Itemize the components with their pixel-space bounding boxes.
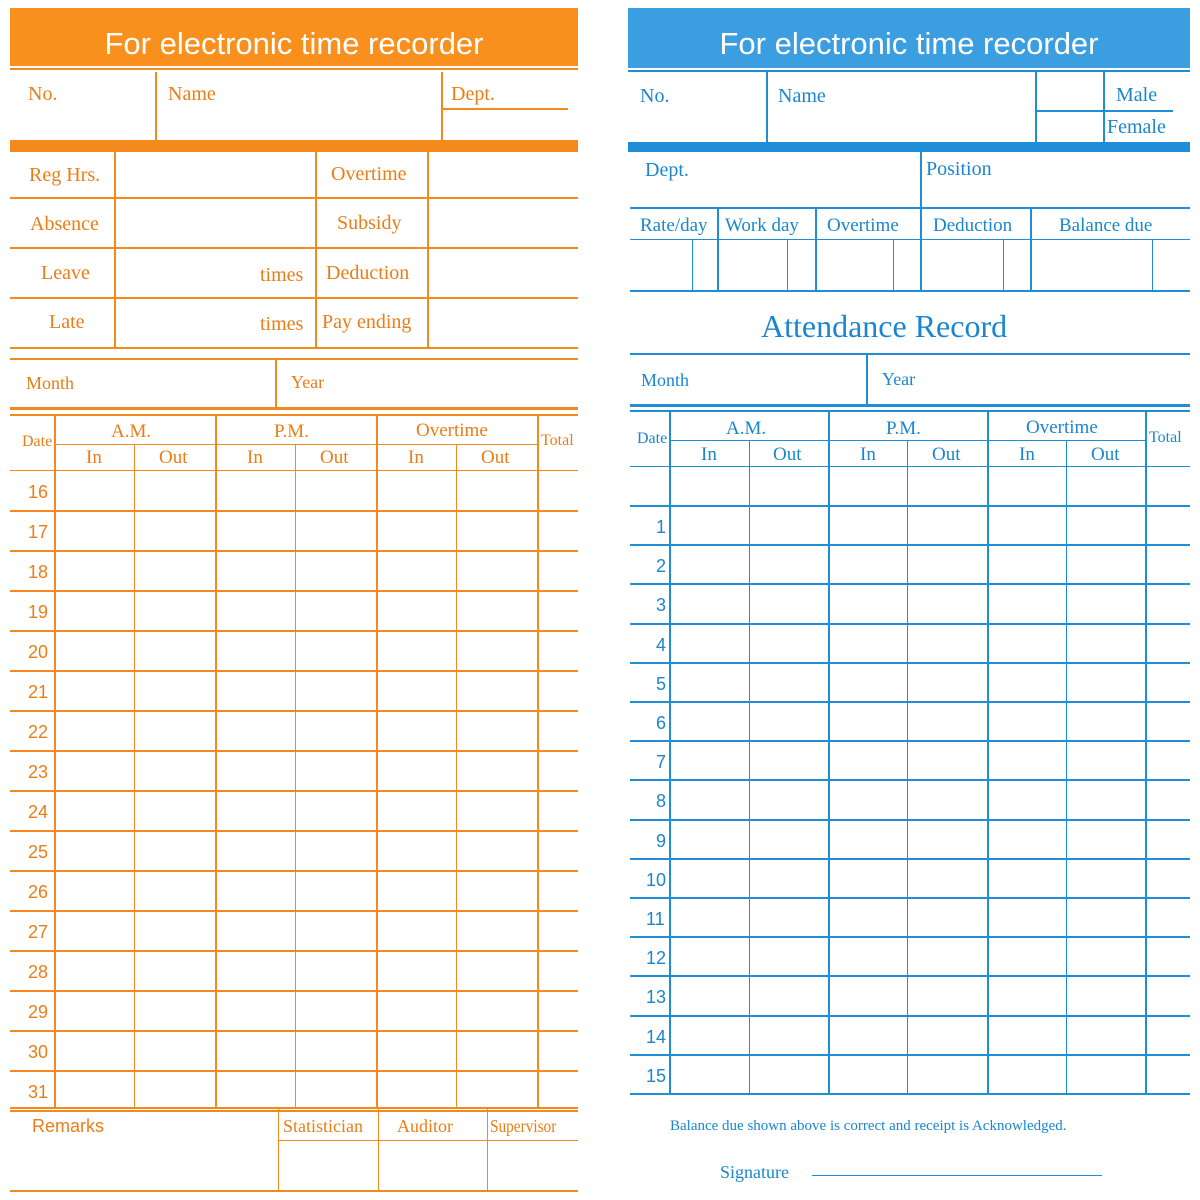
month-label: Month <box>641 370 690 390</box>
female-option: Female <box>1107 116 1166 138</box>
divider <box>1030 208 1032 291</box>
thick-divider <box>10 140 578 152</box>
row-divider <box>10 790 578 792</box>
divider <box>378 1109 379 1191</box>
day-number: 15 <box>646 1065 667 1086</box>
in-header: In <box>860 444 876 465</box>
divider <box>10 414 578 416</box>
row-divider <box>630 858 1190 860</box>
row-divider <box>630 975 1190 977</box>
row-divider <box>10 830 578 832</box>
row-divider <box>630 505 1190 507</box>
day-number: 30 <box>28 1042 49 1062</box>
divider <box>275 360 277 408</box>
divider <box>907 441 908 1094</box>
divider <box>537 416 539 1108</box>
day-number: 18 <box>28 562 49 582</box>
row-divider <box>10 510 578 512</box>
row-divider <box>10 910 578 912</box>
divider <box>456 445 457 1108</box>
divider <box>1037 110 1173 112</box>
no-label: No. <box>640 85 670 107</box>
row-divider <box>10 870 578 872</box>
times-label: times <box>260 264 304 286</box>
date-column-header: Date <box>22 433 53 450</box>
signature-label: Signature <box>720 1162 789 1182</box>
day-number: 19 <box>28 602 49 622</box>
row-divider <box>10 990 578 992</box>
divider <box>10 407 578 410</box>
in-header: In <box>408 447 424 468</box>
divider <box>10 197 578 199</box>
row-divider <box>630 936 1190 938</box>
day-number: 27 <box>28 922 49 942</box>
card-header: For electronic time recorder <box>628 8 1190 68</box>
row-divider <box>10 1070 578 1072</box>
balance-due-label: Balance due <box>1059 215 1153 236</box>
day-number: 13 <box>646 987 667 1008</box>
day-number: 11 <box>646 909 665 929</box>
am-header: A.M. <box>726 418 767 439</box>
divider <box>630 404 1190 407</box>
day-number: 31 <box>28 1082 49 1102</box>
day-number: 24 <box>28 802 49 822</box>
day-number: 22 <box>28 722 49 742</box>
divider <box>628 70 1190 72</box>
male-option: Male <box>1116 84 1158 106</box>
total-header: Total <box>541 432 574 449</box>
month-label: Month <box>26 373 75 393</box>
day-number: 25 <box>28 842 49 862</box>
day-number: 6 <box>656 713 667 733</box>
divider <box>54 416 56 1108</box>
signature-line <box>812 1175 1102 1176</box>
divider <box>630 410 1190 412</box>
divider <box>815 208 817 291</box>
divider <box>717 208 719 291</box>
day-number: 26 <box>28 882 49 902</box>
row-divider <box>10 1030 578 1032</box>
total-header: Total <box>1149 429 1182 446</box>
divider <box>278 1109 279 1191</box>
late-label: Late <box>49 311 85 333</box>
divider <box>1003 240 1004 291</box>
divider <box>1145 412 1147 1094</box>
day-number: 10 <box>646 869 667 890</box>
day-number: 28 <box>28 962 49 982</box>
auditor-label: Auditor <box>397 1116 453 1136</box>
divider <box>1152 240 1153 291</box>
time-card-blue <box>620 0 1200 1200</box>
day-number: 20 <box>28 642 49 662</box>
divider <box>443 108 568 110</box>
day-number: 2 <box>656 556 667 577</box>
day-number: 14 <box>646 1026 667 1047</box>
row-divider <box>630 1015 1190 1017</box>
out-header: Out <box>159 447 188 468</box>
divider <box>441 72 443 140</box>
day-number: 12 <box>646 948 667 969</box>
acknowledgement-text: Balance due shown above is correct and receipt is Acknowledged. <box>670 1118 1067 1134</box>
divider <box>134 445 135 1108</box>
card-header: For electronic time recorder <box>10 8 578 66</box>
divider <box>427 152 429 348</box>
divider <box>10 358 578 360</box>
times-label: times <box>260 313 304 335</box>
row-divider <box>630 623 1190 625</box>
year-label: Year <box>291 372 325 392</box>
year-label: Year <box>882 369 916 389</box>
divider <box>920 208 922 291</box>
out-header: Out <box>481 447 510 468</box>
divider <box>10 247 578 249</box>
divider <box>630 239 1190 240</box>
divider <box>295 445 296 1108</box>
dept-label: Dept. <box>451 83 495 105</box>
in-header: In <box>1019 444 1035 465</box>
pm-header: P.M. <box>886 418 921 439</box>
divider <box>920 152 922 208</box>
date-column-header: Date <box>637 430 668 447</box>
row-divider <box>630 544 1190 546</box>
divider <box>692 240 693 291</box>
day-number: 9 <box>656 830 667 851</box>
overtime-header: Overtime <box>1026 417 1098 438</box>
attendance-record-title: Attendance Record <box>761 308 1008 344</box>
day-number: 3 <box>656 595 667 616</box>
leave-label: Leave <box>41 262 90 284</box>
day-number: 1 <box>656 517 667 537</box>
out-header: Out <box>320 447 349 468</box>
out-header: Out <box>932 444 961 465</box>
divider <box>630 353 1190 355</box>
no-label: No. <box>28 83 58 105</box>
row-divider <box>630 583 1190 585</box>
subsidy-label: Subsidy <box>337 212 402 234</box>
day-number: 23 <box>28 762 49 782</box>
divider <box>55 444 538 445</box>
overtime-header: Overtime <box>416 420 488 441</box>
row-divider <box>10 750 578 752</box>
divider <box>766 72 768 142</box>
divider <box>10 470 578 471</box>
reg-hrs-label: Reg Hrs. <box>29 164 101 186</box>
row-divider <box>630 819 1190 821</box>
divider <box>1066 441 1067 1094</box>
day-number: 5 <box>656 673 667 694</box>
row-divider <box>10 630 578 632</box>
divider <box>315 152 317 348</box>
time-card-orange <box>0 0 590 1200</box>
day-number: 7 <box>656 752 667 773</box>
thick-divider <box>628 142 1190 152</box>
name-label: Name <box>168 83 216 105</box>
out-header: Out <box>1091 444 1120 465</box>
am-header: A.M. <box>111 421 152 442</box>
deduction-label: Deduction <box>326 262 410 284</box>
rate-day-label: Rate/day <box>640 215 708 236</box>
supervisor-label: Supervisor <box>490 1116 557 1136</box>
row-divider <box>630 701 1190 703</box>
remarks-label: Remarks <box>32 1116 105 1136</box>
row-divider <box>630 779 1190 781</box>
row-divider <box>630 897 1190 899</box>
divider <box>893 240 894 291</box>
divider <box>279 1140 578 1141</box>
row-divider <box>630 1054 1190 1056</box>
row-divider <box>630 662 1190 664</box>
statistician-label: Statistician <box>283 1116 363 1136</box>
row-divider <box>10 590 578 592</box>
divider <box>376 416 378 1108</box>
divider <box>630 1093 1190 1095</box>
row-divider <box>10 1110 578 1112</box>
deduction-label: Deduction <box>933 215 1013 236</box>
overtime-label: Overtime <box>827 215 899 236</box>
work-day-label: Work day <box>725 215 799 236</box>
divider <box>215 416 217 1108</box>
divider <box>1103 72 1105 142</box>
row-divider <box>630 740 1190 742</box>
divider <box>630 466 1190 467</box>
day-number: 17 <box>28 522 49 542</box>
absence-label: Absence <box>30 213 99 235</box>
divider <box>1035 72 1037 142</box>
in-header: In <box>86 447 102 468</box>
row-divider <box>10 670 578 672</box>
in-header: In <box>701 444 717 465</box>
divider <box>866 355 868 405</box>
row-divider <box>10 550 578 552</box>
out-header: Out <box>773 444 802 465</box>
day-number: 21 <box>28 682 49 702</box>
divider <box>669 412 671 1094</box>
day-number: 16 <box>28 482 49 502</box>
divider <box>10 68 578 70</box>
in-header: In <box>247 447 263 468</box>
divider <box>749 441 750 1094</box>
divider <box>630 207 1190 209</box>
row-divider <box>10 710 578 712</box>
divider <box>10 297 578 299</box>
divider <box>787 240 788 291</box>
pay-ending-label: Pay ending <box>322 311 412 333</box>
overtime-label: Overtime <box>331 163 407 185</box>
divider <box>987 412 989 1094</box>
divider <box>630 290 1190 292</box>
divider <box>155 72 157 140</box>
name-label: Name <box>778 85 826 107</box>
divider <box>10 1190 578 1192</box>
pm-header: P.M. <box>274 421 309 442</box>
day-number: 4 <box>656 634 667 655</box>
row-divider <box>10 950 578 952</box>
divider <box>10 347 578 349</box>
day-number: 8 <box>656 791 667 812</box>
divider <box>487 1109 488 1191</box>
day-number: 29 <box>28 1002 49 1022</box>
divider <box>828 412 830 1094</box>
dept-label: Dept. <box>645 159 689 181</box>
position-label: Position <box>926 158 992 180</box>
divider <box>670 440 1146 441</box>
divider <box>10 1107 578 1109</box>
divider <box>114 152 116 348</box>
